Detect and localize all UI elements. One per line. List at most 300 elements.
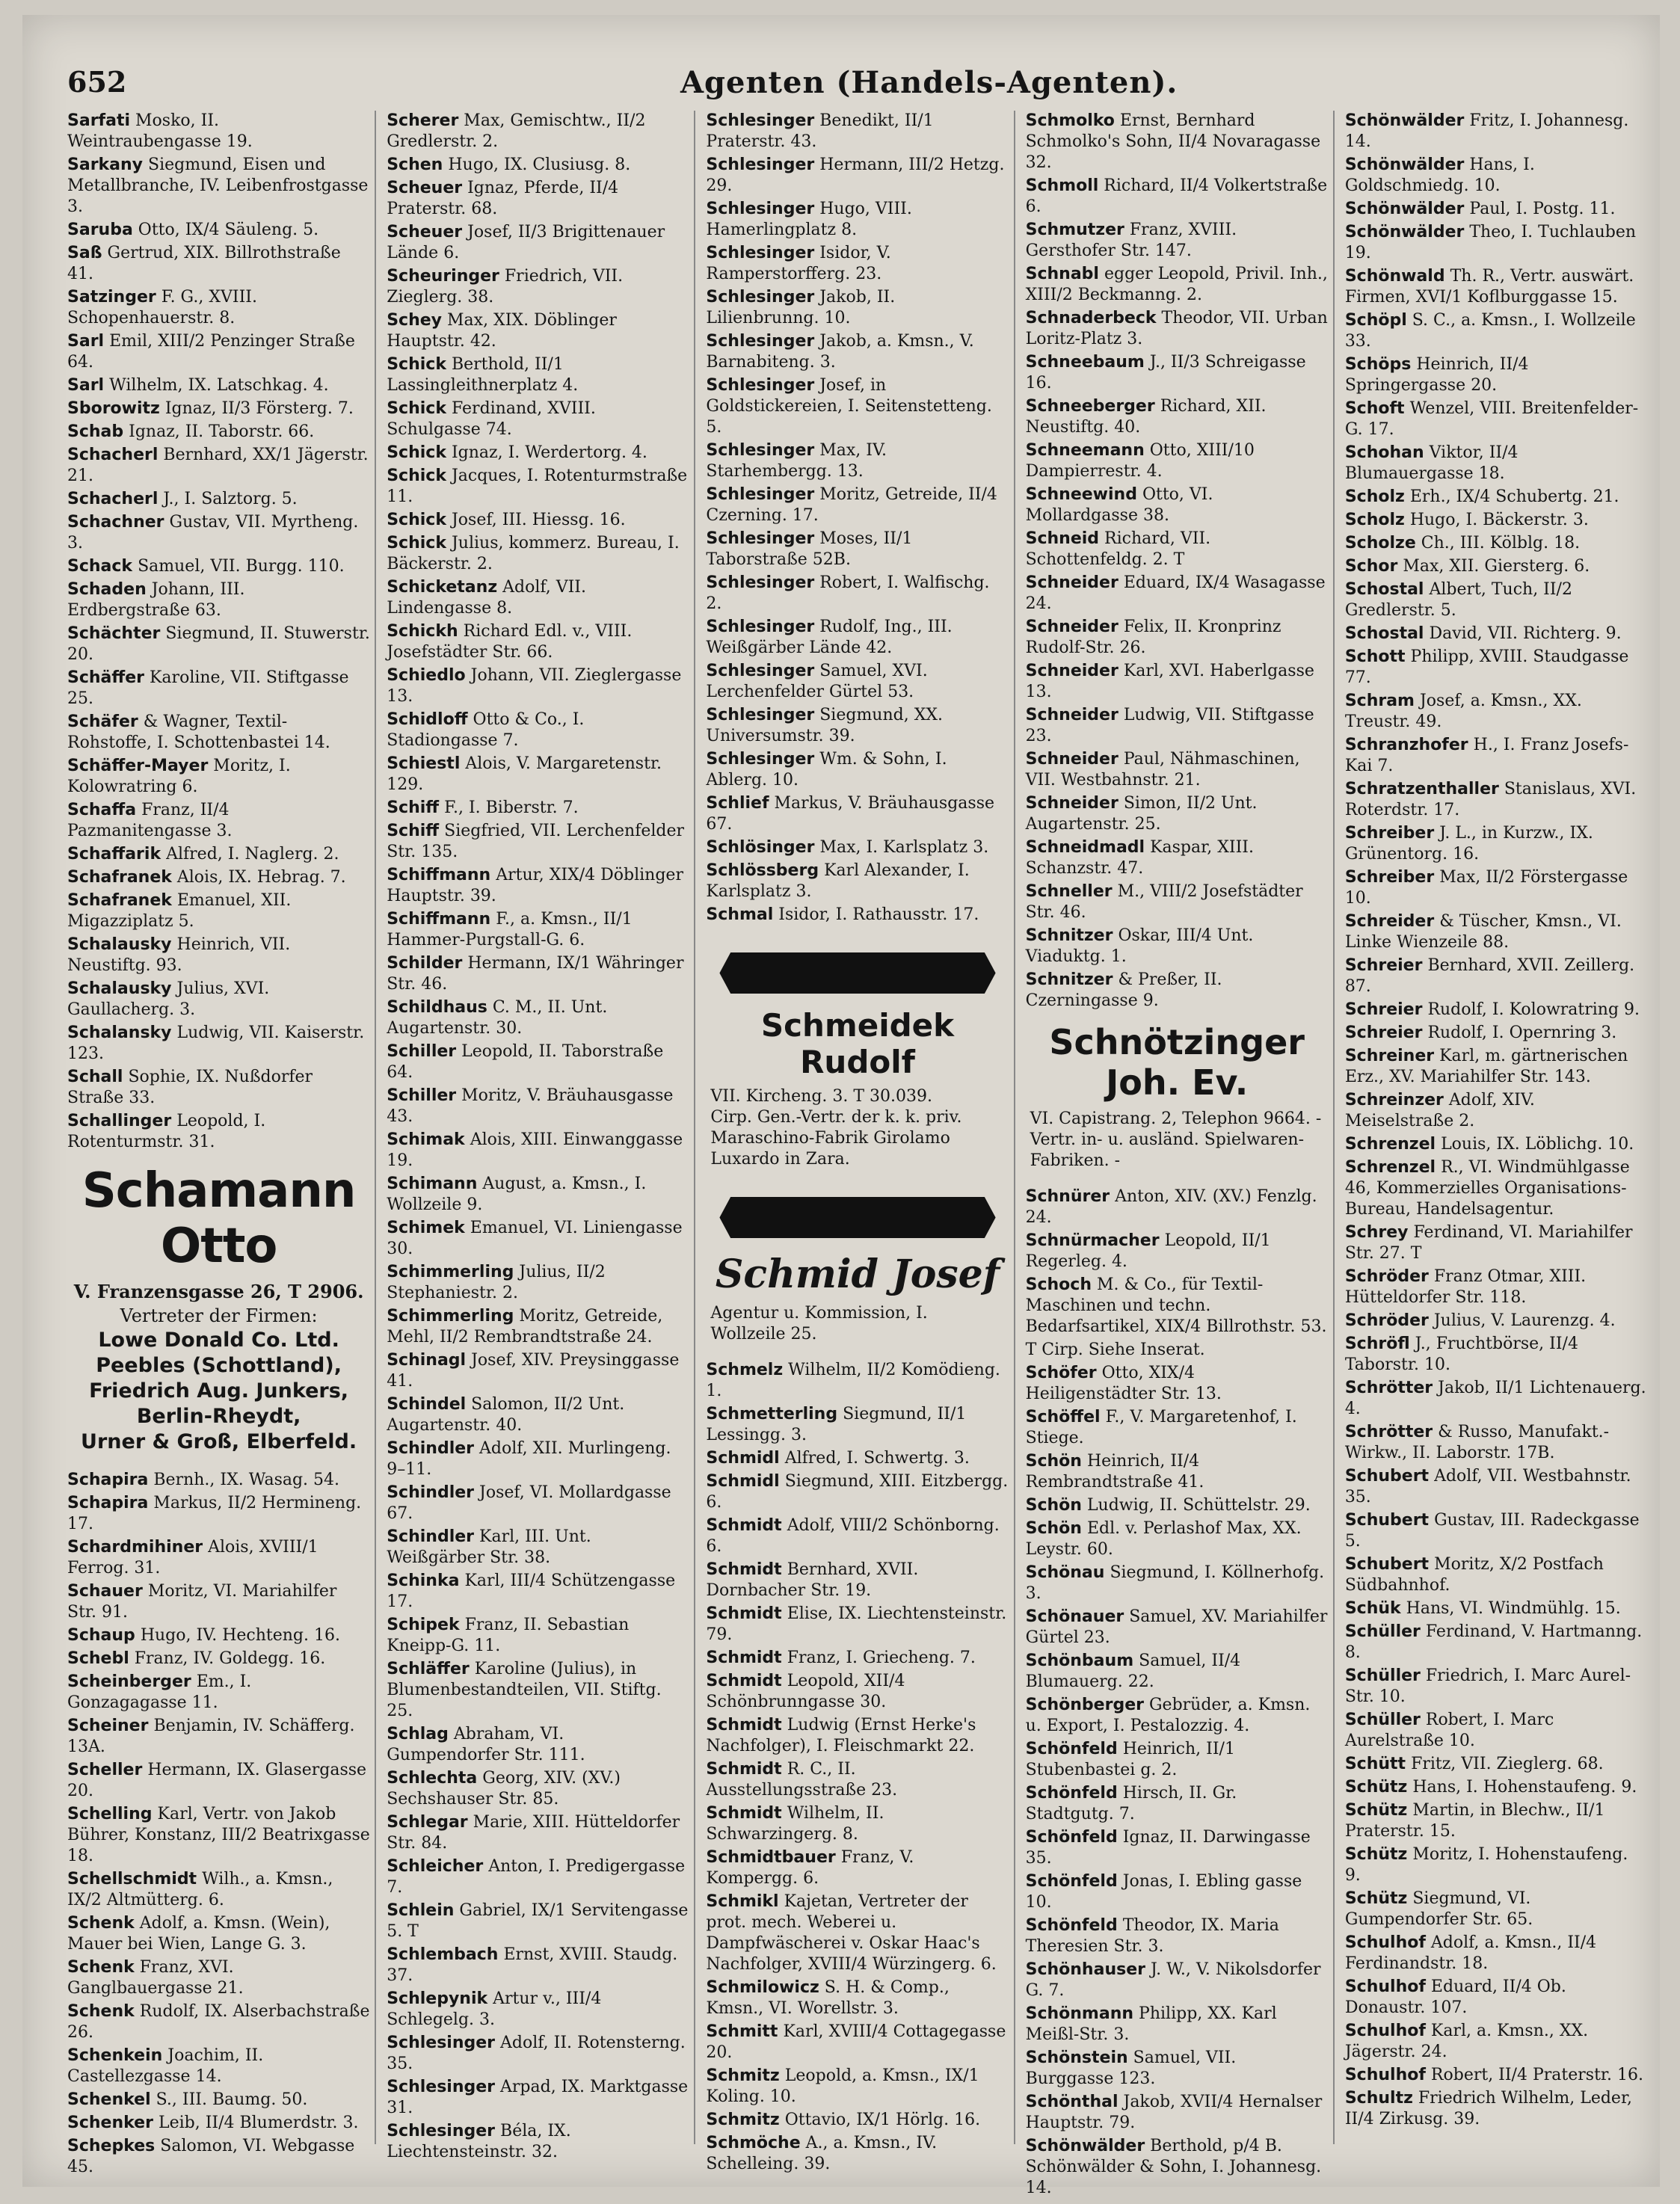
- entry-details: Th. R., Vertr. auswärt. Firmen, XVI/1 Koflburggasse 15.: [1344, 267, 1634, 307]
- entry-name: Schlepynik: [387, 1989, 488, 2008]
- ad-divider-ornament: [719, 1197, 995, 1238]
- entry-details: Fritz, I. Johannesg. 14.: [1344, 111, 1629, 151]
- entry-details: Wilhelm, II/2 Komödieng. 1.: [706, 1361, 1000, 1400]
- entry-details: Moritz, I. Hohenstaufeng. 9.: [1344, 1845, 1628, 1885]
- directory-entry: [1345, 199, 1648, 220]
- directory-entry: [706, 1759, 1009, 1801]
- entry-details: Fritz, VII. Zieglerg. 68.: [1411, 1755, 1604, 1773]
- entry-name: Schlesinger: [706, 706, 815, 724]
- entry-details: Adolf, a. Kmsn., II/4 Ferdinandstr. 18.: [1344, 1933, 1597, 1973]
- directory-entry: [387, 1768, 689, 1810]
- entry-name: Schalausky: [67, 935, 172, 954]
- entry-name: Schreinzer: [1344, 1091, 1444, 1109]
- entry-details: Berthold, p/4 B. Schönwälder & Sohn, I. Johannesg. 14.: [1025, 2137, 1322, 2197]
- entry-details: Hirsch, II. Gr. Stadtgutg. 7.: [1025, 1784, 1237, 1823]
- column-2: [387, 111, 695, 2161]
- entry-details: August, a. Kmsn., I. Wollzeile 9.: [387, 1175, 647, 1214]
- directory-entry: [1345, 1510, 1648, 1552]
- entry-name: Scheiner: [67, 1717, 149, 1735]
- entry-name: Schön: [1025, 1519, 1082, 1538]
- directory-entry: [1345, 1889, 1648, 1930]
- entry-details: Rudolf, I. Kolowratring 9.: [1427, 1000, 1640, 1019]
- entry-details: Markus, V. Bräuhausgasse 67.: [706, 794, 995, 834]
- directory-entry: [1345, 735, 1648, 777]
- column-5: [1345, 111, 1652, 2144]
- directory-entry: [706, 1977, 1009, 2019]
- entry-details: Simon, II/2 Unt. Augartenstr. 25.: [1025, 794, 1258, 834]
- entry-details: Hermann, IX/1 Währinger Str. 46.: [387, 954, 684, 994]
- directory-entry: [1345, 354, 1648, 396]
- entry-details: Richard Edl. v., VIII. Josefstädter Str. 66.: [387, 622, 633, 662]
- entry-details: F., V. Margaretenhof, I. Stiege.: [1025, 1408, 1297, 1447]
- entry-details: Arpad, IX. Marktgasse 31.: [387, 2078, 689, 2117]
- entry-details: & Russo, Manufakt.-Wirkw., II. Laborstr. 17B.: [1344, 1423, 1610, 1462]
- directory-entry: [1345, 1800, 1648, 1842]
- entry-details: Alois, V. Margaretenstr. 129.: [387, 754, 662, 794]
- entry-details: Paul, I. Postg. 11.: [1469, 200, 1616, 218]
- ad-divider-ornament: [719, 952, 995, 994]
- directory-entry: [387, 798, 689, 819]
- entry-details: egger Leopold, Privil. Inh., XIII/2 Beckmanng. 2.: [1025, 265, 1328, 304]
- entry-name: Schüller: [1344, 1622, 1421, 1641]
- directory-entry: [387, 1041, 689, 1083]
- entry-name: Schaup: [67, 1626, 135, 1645]
- entry-name: Schick: [387, 355, 446, 374]
- entry-name: Schröder: [1344, 1311, 1429, 1330]
- entry-name: Schlesinger: [706, 376, 815, 395]
- entry-details: Emanuel, XII. Migazziplatz 5.: [67, 891, 292, 931]
- entry-details: Karl, a. Kmsn., XX. Jägerstr. 24.: [1344, 2022, 1589, 2061]
- entry-details: Adolf, a. Kmsn. (Wein), Mauer bei Wien, Lange G. 3.: [67, 1914, 330, 1954]
- entry-name: Schlechta: [387, 1769, 478, 1788]
- entry-details: J., I. Salztorg. 5.: [163, 490, 298, 508]
- entry-name: Schneeberger: [1025, 397, 1155, 416]
- entry-name: Schenker: [67, 2114, 153, 2132]
- entry-details: Ottavio, IX/1 Hörlg. 16.: [784, 2111, 981, 2129]
- directory-entry: [1026, 1739, 1329, 1781]
- directory-entry: [387, 577, 689, 619]
- ad-address: V. Franzensgasse 26, T 2906.: [73, 1281, 364, 1302]
- directory-entry: [1345, 1466, 1648, 1508]
- entry-details: Edl. v. Perlashof Max, XX. Leystr. 60.: [1025, 1519, 1302, 1559]
- entry-name: Schimmerling: [387, 1263, 514, 1281]
- entry-name: Schmetterling: [706, 1405, 838, 1423]
- entry-name: Satzinger: [67, 288, 156, 307]
- entry-name: Schnitzer: [1025, 926, 1113, 945]
- directory-entry: [387, 2077, 689, 2119]
- entry-details: Max, IV. Starhembergg. 13.: [706, 441, 887, 481]
- directory-entry: [67, 398, 370, 419]
- entry-details: Siegmund, XX. Universumstr. 39.: [706, 706, 944, 745]
- entry-name: Schmidtbauer: [706, 1848, 836, 1867]
- entry-name: Schor: [1344, 557, 1398, 576]
- entry-details: Jacques, I. Rotenturmstraße 11.: [387, 467, 688, 506]
- entry-details: Hugo, VIII. Hamerlingplatz 8.: [706, 200, 912, 239]
- directory-entry: [387, 1945, 689, 1986]
- entry-details: Salomon, II/2 Unt. Augartenstr. 40.: [387, 1395, 625, 1435]
- entry-details: F. G., XVIII. Schopenhauerstr. 8.: [67, 288, 257, 327]
- entry-details: Otto, VI. Mollardgasse 38.: [1025, 485, 1213, 525]
- entry-details: Julius, XVI. Gaullacherg. 3.: [67, 979, 270, 1019]
- entry-name: Scheinberger: [67, 1672, 191, 1691]
- entry-name: Schubert: [1344, 1467, 1430, 1486]
- entry-name: Schenk: [67, 1914, 135, 1933]
- entry-name: Schram: [1344, 692, 1415, 710]
- directory-entry: [1345, 443, 1648, 484]
- entry-name: Schneider: [1025, 573, 1119, 592]
- directory-columns: [67, 111, 1652, 2197]
- entry-name: Schlösinger: [706, 838, 815, 857]
- directory-entry: [387, 1615, 689, 1657]
- entry-name: Schächter: [67, 624, 161, 643]
- directory-entry: [1026, 1651, 1329, 1693]
- entry-details: Rudolf, IX. Alserbachstraße 26.: [67, 2002, 370, 2042]
- entry-name: Schönberger: [1025, 1696, 1144, 1714]
- entry-details: Siegfried, VII. Lerchenfelder Str. 135.: [387, 822, 685, 861]
- directory-entry: [1345, 1710, 1648, 1752]
- entry-details: Bernhard, XVII. Dornbacher Str. 19.: [706, 1560, 919, 1600]
- directory-entry: [387, 909, 689, 951]
- entry-details: Franz, I. Griecheng. 7.: [787, 1649, 976, 1667]
- entry-name: Schönwälder: [1344, 200, 1465, 218]
- directory-entry: [706, 1360, 1009, 1402]
- entry-name: Schmidt: [706, 1649, 782, 1667]
- entry-details: Berthold, II/1 Lassingleithnerplatz 4.: [387, 355, 579, 395]
- entry-name: Schlesinger: [706, 662, 815, 680]
- directory-entry: [67, 556, 370, 577]
- directory-entry: [1345, 1422, 1648, 1464]
- entry-name: Schneller: [1025, 882, 1113, 901]
- entry-details: Artur v., III/4 Schlegelg. 3.: [387, 1989, 602, 2029]
- entry-name: Schostal: [1344, 624, 1424, 643]
- directory-entry: [1026, 1186, 1329, 1228]
- directory-entry: [67, 844, 370, 865]
- entry-details: R. C., II. Ausstellungsstraße 23.: [706, 1760, 898, 1800]
- entry-details: Max, Gemischtw., II/2 Gredlerstr. 2.: [387, 111, 646, 151]
- entry-name: Saruba: [67, 221, 133, 239]
- entry-name: Schimmerling: [387, 1307, 514, 1326]
- entry-name: Schmilowicz: [706, 1978, 819, 1997]
- entry-details: & Preßer, II. Czerningasse 9.: [1025, 970, 1222, 1010]
- entry-details: Hans, VI. Windmühlg. 15.: [1406, 1599, 1621, 1618]
- entry-details: Richard, VII. Schottenfeldg. 2. T: [1025, 529, 1211, 569]
- directory-entry: [706, 529, 1009, 570]
- directory-entry: [387, 1350, 689, 1392]
- directory-entry: [706, 484, 1009, 526]
- entry-details: Karl, III. Unt. Weißgärber Str. 38.: [387, 1527, 591, 1567]
- entry-name: Schläffer: [387, 1660, 470, 1678]
- entry-name: Schöps: [1344, 355, 1412, 374]
- entry-details: Jakob, II. Lilienbrunng. 10.: [706, 288, 896, 327]
- entry-details: J. L., in Kurzw., IX. Grünentorg. 16.: [1344, 824, 1593, 864]
- directory-entry: [1026, 2092, 1329, 2134]
- entry-details: Benjamin, IV. Schäfferg. 13A.: [67, 1717, 355, 1756]
- entry-name: Schönfeld: [1025, 1784, 1118, 1803]
- entry-name: Schneider: [1025, 662, 1119, 680]
- directory-entry: [67, 1625, 370, 1646]
- entry-details: Salomon, VI. Webgasse 45.: [67, 2137, 355, 2176]
- ad-firm: Peebles (Schottland),: [96, 1354, 342, 1377]
- entry-details: Max, I. Karlsplatz 3.: [819, 838, 989, 857]
- directory-entry: [1345, 1977, 1648, 2019]
- entry-name: Schreiber: [1344, 868, 1435, 887]
- entry-name: Schönfeld: [1025, 1872, 1118, 1891]
- directory-entry: [706, 573, 1009, 615]
- entry-name: Schmöche: [706, 2134, 801, 2152]
- entry-details: Samuel, VII. Burgg. 110.: [138, 557, 345, 576]
- entry-details: Alfred, I. Naglerg. 2.: [166, 845, 339, 864]
- directory-entry: [706, 837, 1009, 858]
- directory-entry: [67, 243, 370, 285]
- entry-name: Schlesinger: [706, 529, 815, 548]
- directory-entry: [706, 1891, 1009, 1975]
- entry-details: Franz, XVI. Ganglbauergasse 21.: [67, 1958, 244, 1998]
- directory-entry: [387, 1659, 689, 1722]
- entry-name: Schulhof: [1344, 1977, 1426, 1996]
- directory-entry: [1345, 579, 1648, 621]
- entry-details: Leopold, II/1 Regerleg. 4.: [1025, 1231, 1271, 1271]
- entry-details: Paul, Nähmaschinen, VII. Westbahnstr. 21.: [1025, 750, 1300, 789]
- directory-entry: [706, 1448, 1009, 1469]
- entry-name: Scholz: [1344, 511, 1405, 529]
- ad-firm: Urner & Groß, Elberfeld.: [81, 1430, 357, 1453]
- entry-details: Abraham, VI. Gumpendorfer Str. 111.: [387, 1725, 585, 1764]
- directory-entry: [387, 1856, 689, 1898]
- directory-entry: [1345, 1000, 1648, 1021]
- page-header: [67, 56, 1652, 108]
- entry-name: Schen: [387, 156, 443, 174]
- entry-name: Schütz: [1344, 1845, 1408, 1864]
- directory-entry: [387, 665, 689, 707]
- entry-name: Schimak: [387, 1130, 465, 1149]
- entry-details: Heinrich, II/4 Rembrandtstraße 41.: [1025, 1452, 1204, 1492]
- directory-entry: [1345, 310, 1648, 352]
- directory-entry: [706, 375, 1009, 438]
- directory-entry: [67, 287, 370, 329]
- entry-details: Hugo, IX. Clusiusg. 8.: [448, 156, 631, 174]
- page-number: 652: [67, 65, 127, 99]
- entry-name: Schönthal: [1025, 2093, 1119, 2111]
- entry-name: Schütz: [1344, 1778, 1408, 1797]
- entry-details: H., I. Franz Josefs-Kai 7.: [1344, 736, 1629, 775]
- entry-details: Philipp, XX. Karl Meißl-Str. 3.: [1025, 2004, 1277, 2044]
- entry-name: Sborowitz: [67, 399, 160, 418]
- entry-details: Gustav, VII. Myrtheng. 3.: [67, 513, 359, 552]
- entry-name: Schubert: [1344, 1555, 1430, 1574]
- entry-name: Schab: [67, 422, 124, 441]
- entry-name: Schenkein: [67, 2046, 163, 2065]
- directory-entry: [387, 398, 689, 440]
- directory-entry: [1026, 529, 1329, 570]
- entry-name: Schönfeld: [1025, 1828, 1118, 1847]
- entry-details: Gebrüder, a. Kmsn. u. Export, I. Pestalozzig. 4.: [1025, 1696, 1311, 1735]
- directory-entry: [1026, 1340, 1329, 1361]
- directory-entry: [1026, 1363, 1329, 1405]
- directory-entry: [67, 1957, 370, 1999]
- entry-details: Jonas, I. Ebling gasse 10.: [1025, 1872, 1302, 1912]
- entry-details: Josef, XIV. Preysinggasse 41.: [387, 1351, 680, 1391]
- directory-entry: [67, 756, 370, 798]
- directory-entry: [1026, 1407, 1329, 1449]
- entry-name: Schebl: [67, 1649, 129, 1668]
- entry-name: Schäffer-Mayer: [67, 757, 209, 775]
- directory-entry: [1026, 1915, 1329, 1957]
- directory-entry: [67, 712, 370, 754]
- directory-entry: [387, 1262, 689, 1304]
- entry-details: A., a. Kmsn., IV. Schelleing. 39.: [706, 2134, 938, 2173]
- directory-entry: [67, 1716, 370, 1758]
- directory-entry: [1026, 1231, 1329, 1272]
- entry-details: Ignaz, I. Werdertorg. 4.: [451, 443, 647, 462]
- directory-entry: [67, 935, 370, 976]
- entry-details: J., II/3 Schreigasse 16.: [1025, 353, 1306, 393]
- entry-name: Schiffmann: [387, 910, 491, 929]
- entry-name: Schimann: [387, 1175, 478, 1193]
- entry-details: Felix, II. Kronprinz Rudolf-Str. 26.: [1025, 618, 1281, 657]
- entry-name: Schacherl: [67, 446, 159, 464]
- entry-name: Scholze: [1344, 534, 1416, 552]
- entry-name: Schütz: [1344, 1801, 1408, 1820]
- directory-entry: [1026, 1495, 1329, 1516]
- entry-name: Schallinger: [67, 1112, 172, 1130]
- entry-details: Eduard, II/4 Ob. Donaustr. 107.: [1344, 1977, 1566, 2017]
- entry-name: Schott: [1344, 647, 1406, 666]
- entry-details: F., I. Biberstr. 7.: [444, 798, 579, 817]
- entry-name: Schröder: [1344, 1267, 1429, 1286]
- entry-details: Gabriel, IX/1 Servitengasse 5. T: [387, 1901, 689, 1941]
- directory-entry: [67, 2136, 370, 2178]
- directory-entry: [1026, 1695, 1329, 1737]
- entry-name: Schlesinger: [706, 573, 815, 592]
- entry-details: Karl Alexander, I. Karlsplatz 3.: [706, 861, 970, 901]
- directory-entry: [706, 905, 1009, 926]
- directory-entry: [1026, 264, 1329, 306]
- entry-name: Schlesinger: [706, 618, 815, 636]
- entry-name: Schlegar: [387, 1813, 468, 1832]
- entry-name: Schneider: [1025, 794, 1119, 813]
- directory-entry: [1026, 2136, 1329, 2199]
- directory-entry: [67, 1760, 370, 1802]
- entry-details: Ignaz, II. Darwingasse 35.: [1025, 1828, 1311, 1868]
- directory-entry: [67, 1869, 370, 1911]
- directory-entry: [387, 1900, 689, 1942]
- entry-details: David, VII. Richterg. 9.: [1429, 624, 1622, 643]
- directory-entry: [1026, 1607, 1329, 1649]
- entry-name: Schröfl: [1344, 1335, 1410, 1353]
- entry-name: Schneidmadl: [1025, 838, 1145, 857]
- ad-line: VII. Kircheng. 3. T 30.039.: [710, 1087, 933, 1106]
- directory-entry: [1345, 1334, 1648, 1376]
- entry-details: Karl, Vertr. von Jakob Bührer, Konstanz, III/2 Beatrixgasse 18.: [67, 1805, 370, 1865]
- entry-details: J. W., V. Nikolsdorfer G. 7.: [1025, 1960, 1321, 2000]
- entry-name: Schachner: [67, 513, 164, 532]
- entry-name: Schlesinger: [387, 2078, 496, 2096]
- directory-entry: [706, 331, 1009, 373]
- directory-entry: [1345, 111, 1648, 153]
- directory-entry: [1345, 155, 1648, 197]
- entry-details: Georg, XIV. (XV.) Sechshauser Str. 85.: [387, 1769, 621, 1809]
- entry-name: Schapira: [67, 1471, 149, 1489]
- entry-details: Markus, II/2 Hermineng. 17.: [67, 1494, 362, 1533]
- directory-entry: [1345, 1222, 1648, 1264]
- column-3: [706, 111, 1015, 2173]
- directory-entry: [1026, 1518, 1329, 1560]
- entry-details: Emanuel, VI. Liniengasse 30.: [387, 1219, 683, 1258]
- entry-name: Schük: [1344, 1599, 1401, 1618]
- entry-name: Schrey: [1344, 1223, 1409, 1242]
- directory-entry: [387, 1218, 689, 1260]
- entry-details: Karoline (Julius), in Blumenbestandteilen, VII. Stiftg. 25.: [387, 1660, 662, 1720]
- entry-details: Samuel, XVI. Lerchenfelder Gürtel 53.: [706, 662, 928, 701]
- entry-details: Josef, in Goldstickereien, I. Seitenstetteng. 5.: [706, 376, 992, 437]
- directory-entry: [67, 375, 370, 396]
- entry-name: Schick: [387, 443, 446, 462]
- entry-details: Julius, kommerz. Bureau, I. Bäckerstr. 2.: [387, 534, 680, 573]
- directory-entry: [67, 867, 370, 888]
- entry-details: Ch., III. Kölblg. 18.: [1421, 534, 1581, 552]
- entry-details: Adolf, XIV. Meiselstraße 2.: [1344, 1091, 1535, 1130]
- entry-name: Scheuer: [387, 179, 463, 197]
- entry-name: Schmidl: [706, 1472, 780, 1491]
- entry-name: Schnitzer: [1025, 970, 1113, 989]
- directory-entry: [1026, 1563, 1329, 1604]
- entry-name: Schlesinger: [706, 111, 815, 130]
- directory-entry: [706, 1560, 1009, 1601]
- entry-details: Wilhelm, IX. Latschkag. 4.: [109, 376, 329, 395]
- entry-name: Schlembach: [387, 1945, 499, 1964]
- entry-details: Leopold, a. Kmsn., IX/1 Koling. 10.: [706, 2066, 979, 2106]
- entry-name: Schneebaum: [1025, 353, 1145, 372]
- directory-page: [22, 15, 1660, 2197]
- entry-details: Leopold, XII/4 Schönbrunngasse 30.: [706, 1672, 905, 1711]
- entry-details: Ignaz, II. Taborstr. 66.: [129, 422, 315, 441]
- directory-entry: [1026, 484, 1329, 526]
- directory-entry: [1345, 1844, 1648, 1886]
- entry-details: Artur, XIX/4 Döblinger Hauptstr. 39.: [387, 866, 683, 905]
- entry-name: Schreiber: [1344, 824, 1435, 843]
- ad-line: Agentur u. Kommission, I. Wollzeile 25.: [710, 1304, 928, 1343]
- entry-details: & Tüscher, Kmsn., VI. Linke Wienzeile 88.: [1344, 912, 1622, 952]
- entry-details: Moritz, Getreide, II/4 Czerning. 17.: [706, 485, 997, 525]
- directory-entry: [387, 111, 689, 153]
- entry-details: Moses, II/1 Taborstraße 52B.: [706, 529, 913, 569]
- directory-entry: [1026, 1871, 1329, 1913]
- directory-entry: [1345, 1134, 1648, 1155]
- entry-name: Schmidt: [706, 1760, 782, 1779]
- entry-details: Samuel, XV. Mariahilfer Gürtel 23.: [1025, 1607, 1328, 1647]
- entry-details: Wilh., a. Kmsn., IX/2 Altmütterg. 6.: [67, 1870, 333, 1909]
- entry-name: Schrötter: [1344, 1379, 1433, 1397]
- entry-name: Schmidl: [706, 1449, 780, 1468]
- entry-name: Schack: [67, 557, 133, 576]
- entry-name: Schneider: [1025, 750, 1119, 769]
- directory-entry: [706, 861, 1009, 902]
- entry-details: Jakob, XVII/4 Hernalser Hauptstr. 79.: [1025, 2093, 1323, 2132]
- ad-line: VI. Capistrang. 2, Telephon 9664. - Vertr. in- u. ausländ. Spielwaren-Fabriken. -: [1030, 1109, 1322, 1170]
- entry-details: Otto, XIII/10 Dampierrestr. 4.: [1025, 441, 1255, 481]
- entry-name: Schilder: [387, 954, 463, 973]
- directory-entry: [1026, 396, 1329, 438]
- ad-intro: Vertreter der Firmen:: [120, 1305, 318, 1326]
- directory-entry: [67, 2001, 370, 2043]
- entry-details: Franz Otmar, XIII. Hütteldorfer Str. 118.: [1344, 1267, 1587, 1307]
- entry-name: Schüller: [1344, 1666, 1421, 1685]
- entry-name: Schoch: [1025, 1275, 1092, 1294]
- entry-details: Ludwig, VII. Kaiserstr. 123.: [67, 1023, 365, 1063]
- entry-details: Julius, II/2 Stephaniestr. 2.: [387, 1263, 606, 1302]
- entry-name: Schneemann: [1025, 441, 1145, 460]
- directory-entry: [1345, 510, 1648, 531]
